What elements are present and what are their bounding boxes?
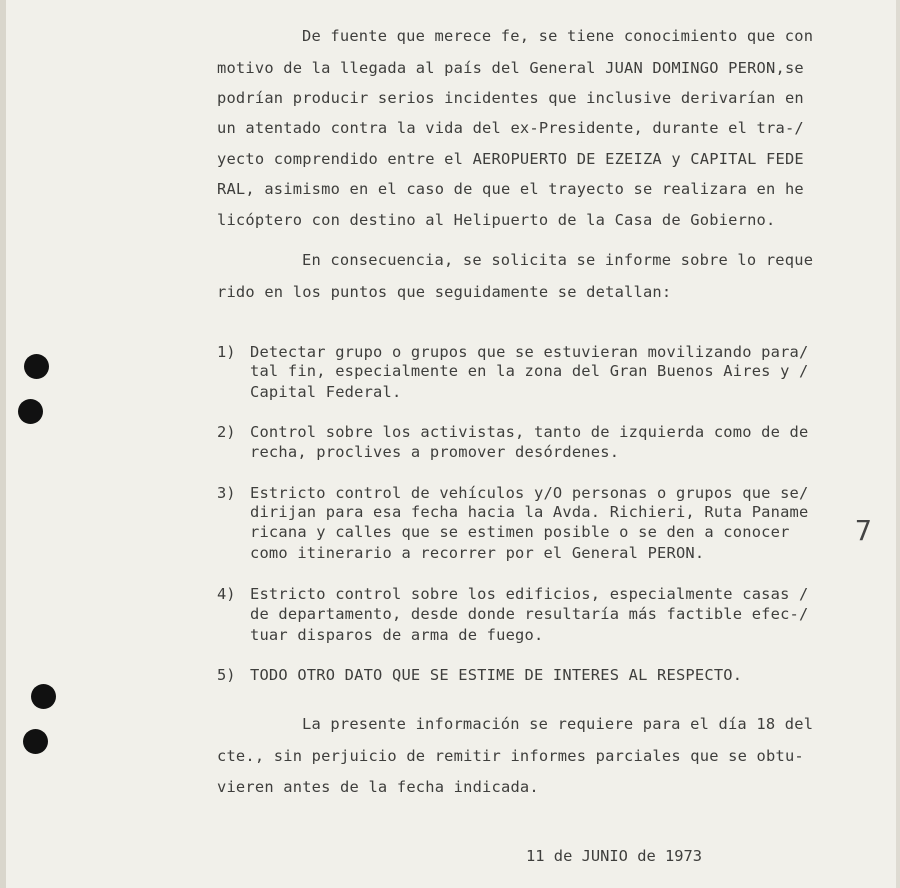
- handwritten-mark: 7: [855, 514, 872, 547]
- list-item-line: Estricto control sobre los edificios, especialmente casas /: [250, 585, 809, 603]
- paragraph-1-line: podrían producir serios incidentes que inclusive derivarían en: [217, 89, 804, 107]
- punch-hole: [23, 729, 48, 754]
- list-item-line: de departamento, desde donde resultaría más factible efec-/: [250, 605, 809, 623]
- list-item-number: 2): [217, 423, 236, 441]
- page-right-edge: [896, 0, 900, 888]
- paragraph-1-line: De fuente que merece fe, se tiene conocimiento que con: [302, 27, 814, 45]
- list-item-line: como itinerario a recorrer por el General PERON.: [250, 544, 705, 562]
- list-item-number: 3): [217, 484, 236, 502]
- list-item-line: Control sobre los activistas, tanto de izquierda como de de: [250, 423, 809, 441]
- list-item-number: 5): [217, 666, 236, 684]
- punch-hole: [24, 354, 49, 379]
- list-item-line: tuar disparos de arma de fuego.: [250, 626, 544, 644]
- paragraph-1-line: un atentado contra la vida del ex-Presidente, durante el tra-/: [217, 119, 804, 137]
- document-date: 11 de JUNIO de 1973: [526, 847, 703, 865]
- list-item-number: 4): [217, 585, 236, 603]
- paragraph-2-line: rido en los puntos que seguidamente se detallan:: [217, 283, 672, 301]
- paragraph-1-line: licóptero con destino al Helipuerto de la Casa de Gobierno.: [217, 211, 776, 229]
- list-item-line: Capital Federal.: [250, 383, 402, 401]
- list-item-line: tal fin, especialmente en la zona del Gran Buenos Aires y /: [250, 362, 809, 380]
- paragraph-1-line: yecto comprendido entre el AEROPUERTO DE EZEIZA y CAPITAL FEDE: [217, 150, 804, 168]
- punch-hole: [31, 684, 56, 709]
- list-item-line: ricana y calles que se estimen posible o se den a conocer: [250, 523, 790, 541]
- list-item-line: dirijan para esa fecha hacia la Avda. Richieri, Ruta Paname: [250, 503, 809, 521]
- paragraph-3-line: vieren antes de la fecha indicada.: [217, 778, 539, 796]
- list-item-line: recha, proclives a promover desórdenes.: [250, 443, 620, 461]
- list-item-line: Estricto control de vehículos y/O personas o grupos que se/: [250, 484, 809, 502]
- page-left-edge: [0, 0, 6, 888]
- list-item-line: TODO OTRO DATO QUE SE ESTIME DE INTERES AL RESPECTO.: [250, 666, 743, 684]
- paragraph-3-line: La presente información se requiere para el día 18 del: [302, 715, 814, 733]
- list-item-number: 1): [217, 343, 236, 361]
- list-item-line: Detectar grupo o grupos que se estuvieran movilizando para/: [250, 343, 809, 361]
- paragraph-1-line: motivo de la llegada al país del General JUAN DOMINGO PERON,se: [217, 59, 804, 77]
- punch-hole: [18, 399, 43, 424]
- paragraph-2-line: En consecuencia, se solicita se informe sobre lo reque: [302, 251, 814, 269]
- paragraph-1-line: RAL, asimismo en el caso de que el trayecto se realizara en he: [217, 180, 804, 198]
- paragraph-3-line: cte., sin perjuicio de remitir informes parciales que se obtu-: [217, 747, 804, 765]
